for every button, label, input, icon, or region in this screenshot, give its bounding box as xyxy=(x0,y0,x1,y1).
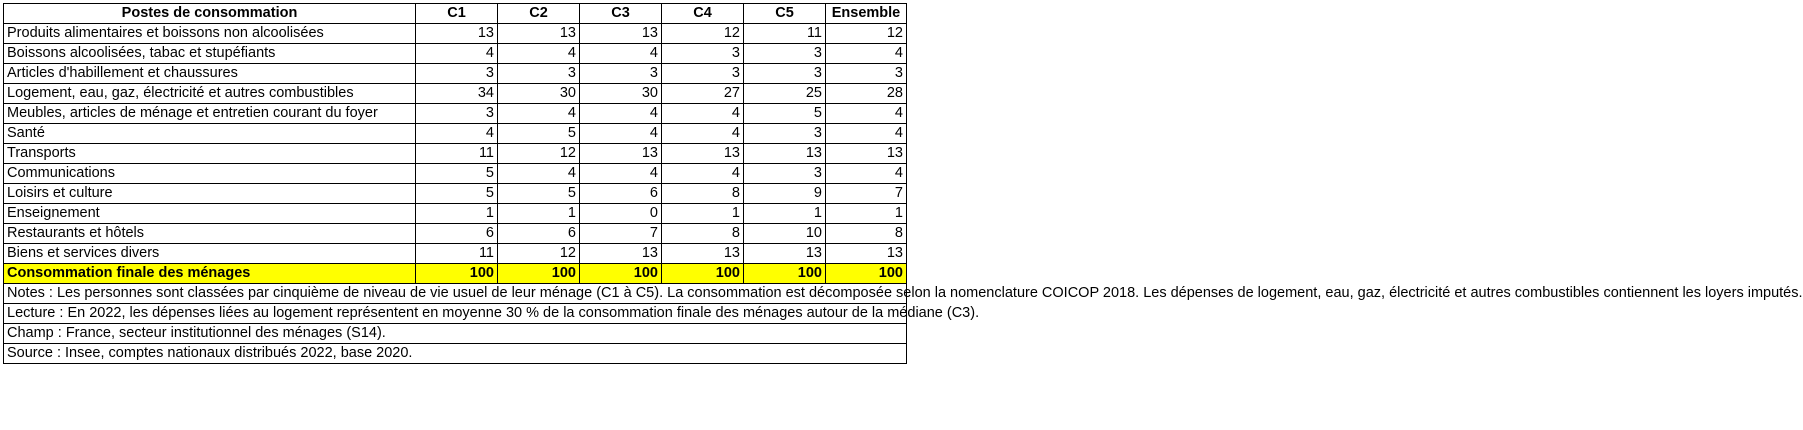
cell-ensemble[interactable]: 12 xyxy=(826,24,907,44)
total-label[interactable]: Consommation finale des ménages xyxy=(4,264,416,284)
cell-c5[interactable]: 13 xyxy=(744,244,826,264)
row-label[interactable]: Articles d'habillement et chaussures xyxy=(4,64,416,84)
cell-c5[interactable]: 1 xyxy=(744,204,826,224)
cell-c2[interactable]: 12 xyxy=(498,144,580,164)
header-row xyxy=(4,4,907,24)
cell-c2[interactable]: 30 xyxy=(498,84,580,104)
source-text[interactable]: Source : Insee, comptes nationaux distribués 2022, base 2020. xyxy=(4,344,907,364)
cell-c3[interactable]: 7 xyxy=(580,224,662,244)
table-row xyxy=(4,184,907,204)
cell-c5[interactable]: 25 xyxy=(744,84,826,104)
row-label[interactable]: Produits alimentaires et boissons non alcoolisées xyxy=(4,24,416,44)
total-c5[interactable]: 100 xyxy=(744,264,826,284)
cell-c5[interactable]: 10 xyxy=(744,224,826,244)
total-c3[interactable]: 100 xyxy=(580,264,662,284)
lecture-row xyxy=(4,304,907,324)
table-row xyxy=(4,84,907,104)
total-ensemble[interactable]: 100 xyxy=(826,264,907,284)
table-row xyxy=(4,144,907,164)
cell-c1[interactable]: 34 xyxy=(416,84,498,104)
header-postes[interactable]: Postes de consommation xyxy=(4,4,416,24)
row-label[interactable]: Enseignement xyxy=(4,204,416,224)
cell-c1[interactable]: 5 xyxy=(416,164,498,184)
cell-ensemble[interactable]: 1 xyxy=(826,204,907,224)
cell-c5[interactable]: 3 xyxy=(744,64,826,84)
table-row xyxy=(4,204,907,224)
cell-c1[interactable]: 13 xyxy=(416,24,498,44)
row-label[interactable]: Santé xyxy=(4,124,416,144)
cell-c3[interactable]: 0 xyxy=(580,204,662,224)
total-row xyxy=(4,264,907,284)
notes-text[interactable]: Notes : Les personnes sont classées par cinquième de niveau de vie usuel de leur ménage (C1 à C5). La consommation est décomposée selon la nomenclature COICOP 2018. Les dépenses de logement, eau, gaz, électricité et autres combustibles contiennent les loyers imputés. xyxy=(4,284,907,304)
cell-c1[interactable]: 3 xyxy=(416,104,498,124)
cell-c1[interactable]: 3 xyxy=(416,64,498,84)
cell-c5[interactable]: 3 xyxy=(744,44,826,64)
total-c2[interactable]: 100 xyxy=(498,264,580,284)
row-label[interactable]: Logement, eau, gaz, électricité et autres combustibles xyxy=(4,84,416,104)
table-row xyxy=(4,44,907,64)
champ-row xyxy=(4,324,907,344)
cell-c4[interactable]: 3 xyxy=(662,44,744,64)
cell-c3[interactable]: 13 xyxy=(580,244,662,264)
row-label[interactable]: Boissons alcoolisées, tabac et stupéfiants xyxy=(4,44,416,64)
cell-c4[interactable]: 27 xyxy=(662,84,744,104)
cell-c3[interactable]: 13 xyxy=(580,144,662,164)
cell-c4[interactable]: 8 xyxy=(662,224,744,244)
cell-c4[interactable]: 13 xyxy=(662,244,744,264)
cell-c4[interactable]: 3 xyxy=(662,64,744,84)
header-c2[interactable]: C2 xyxy=(498,4,580,24)
cell-ensemble[interactable]: 4 xyxy=(826,104,907,124)
cell-c5[interactable]: 5 xyxy=(744,104,826,124)
total-c1[interactable]: 100 xyxy=(416,264,498,284)
lecture-text[interactable]: Lecture : En 2022, les dépenses liées au logement représentent en moyenne 30 % de la consommation finale des ménages autour de la médiane (C3). xyxy=(4,304,907,324)
cell-c2[interactable]: 4 xyxy=(498,104,580,124)
champ-text[interactable]: Champ : France, secteur institutionnel des ménages (S14). xyxy=(4,324,907,344)
cell-c3[interactable]: 30 xyxy=(580,84,662,104)
cell-c4[interactable]: 4 xyxy=(662,164,744,184)
cell-c3[interactable]: 4 xyxy=(580,104,662,124)
cell-ensemble[interactable]: 28 xyxy=(826,84,907,104)
cell-c5[interactable]: 9 xyxy=(744,184,826,204)
cell-c5[interactable]: 3 xyxy=(744,124,826,144)
table-row xyxy=(4,124,907,144)
cell-c4[interactable]: 1 xyxy=(662,204,744,224)
cell-c2[interactable]: 5 xyxy=(498,124,580,144)
cell-c2[interactable]: 12 xyxy=(498,244,580,264)
header-ensemble[interactable]: Ensemble xyxy=(826,4,907,24)
row-label[interactable]: Communications xyxy=(4,164,416,184)
cell-c3[interactable]: 4 xyxy=(580,164,662,184)
row-label[interactable]: Loisirs et culture xyxy=(4,184,416,204)
cell-c1[interactable]: 4 xyxy=(416,44,498,64)
cell-c1[interactable]: 5 xyxy=(416,184,498,204)
cell-c2[interactable]: 13 xyxy=(498,24,580,44)
cell-c3[interactable]: 13 xyxy=(580,24,662,44)
cell-ensemble[interactable]: 7 xyxy=(826,184,907,204)
source-row xyxy=(4,344,907,364)
table-row xyxy=(4,224,907,244)
total-c4[interactable]: 100 xyxy=(662,264,744,284)
cell-c1[interactable]: 11 xyxy=(416,144,498,164)
cell-ensemble[interactable]: 8 xyxy=(826,224,907,244)
cell-c1[interactable]: 11 xyxy=(416,244,498,264)
table-row xyxy=(4,64,907,84)
cell-ensemble[interactable]: 4 xyxy=(826,164,907,184)
cell-c1[interactable]: 6 xyxy=(416,224,498,244)
cell-c2[interactable]: 4 xyxy=(498,44,580,64)
header-c5[interactable]: C5 xyxy=(744,4,826,24)
cell-c4[interactable]: 13 xyxy=(662,144,744,164)
row-label[interactable]: Transports xyxy=(4,144,416,164)
table-row xyxy=(4,164,907,184)
cell-ensemble[interactable]: 4 xyxy=(826,124,907,144)
cell-c4[interactable]: 12 xyxy=(662,24,744,44)
cell-c4[interactable]: 4 xyxy=(662,124,744,144)
cell-c3[interactable]: 3 xyxy=(580,64,662,84)
table-row xyxy=(4,104,907,124)
header-c3[interactable]: C3 xyxy=(580,4,662,24)
cell-ensemble[interactable]: 4 xyxy=(826,44,907,64)
cell-c2[interactable]: 4 xyxy=(498,164,580,184)
cell-c5[interactable]: 11 xyxy=(744,24,826,44)
cell-ensemble[interactable]: 13 xyxy=(826,244,907,264)
cell-c5[interactable]: 3 xyxy=(744,164,826,184)
cell-c2[interactable]: 5 xyxy=(498,184,580,204)
cell-c3[interactable]: 6 xyxy=(580,184,662,204)
cell-c2[interactable]: 6 xyxy=(498,224,580,244)
notes-row xyxy=(4,284,907,304)
cell-c1[interactable]: 1 xyxy=(416,204,498,224)
row-label[interactable]: Meubles, articles de ménage et entretien courant du foyer xyxy=(4,104,416,124)
row-label[interactable]: Biens et services divers xyxy=(4,244,416,264)
cell-c3[interactable]: 4 xyxy=(580,124,662,144)
cell-c4[interactable]: 4 xyxy=(662,104,744,124)
header-c4[interactable]: C4 xyxy=(662,4,744,24)
cell-c3[interactable]: 4 xyxy=(580,44,662,64)
row-label[interactable]: Restaurants et hôtels xyxy=(4,224,416,244)
table-row xyxy=(4,244,907,264)
cell-c2[interactable]: 1 xyxy=(498,204,580,224)
cell-ensemble[interactable]: 13 xyxy=(826,144,907,164)
header-c1[interactable]: C1 xyxy=(416,4,498,24)
cell-c2[interactable]: 3 xyxy=(498,64,580,84)
cell-c1[interactable]: 4 xyxy=(416,124,498,144)
cell-ensemble[interactable]: 3 xyxy=(826,64,907,84)
table-row xyxy=(4,24,907,44)
consumption-table xyxy=(3,3,1803,364)
cell-c4[interactable]: 8 xyxy=(662,184,744,204)
cell-c5[interactable]: 13 xyxy=(744,144,826,164)
